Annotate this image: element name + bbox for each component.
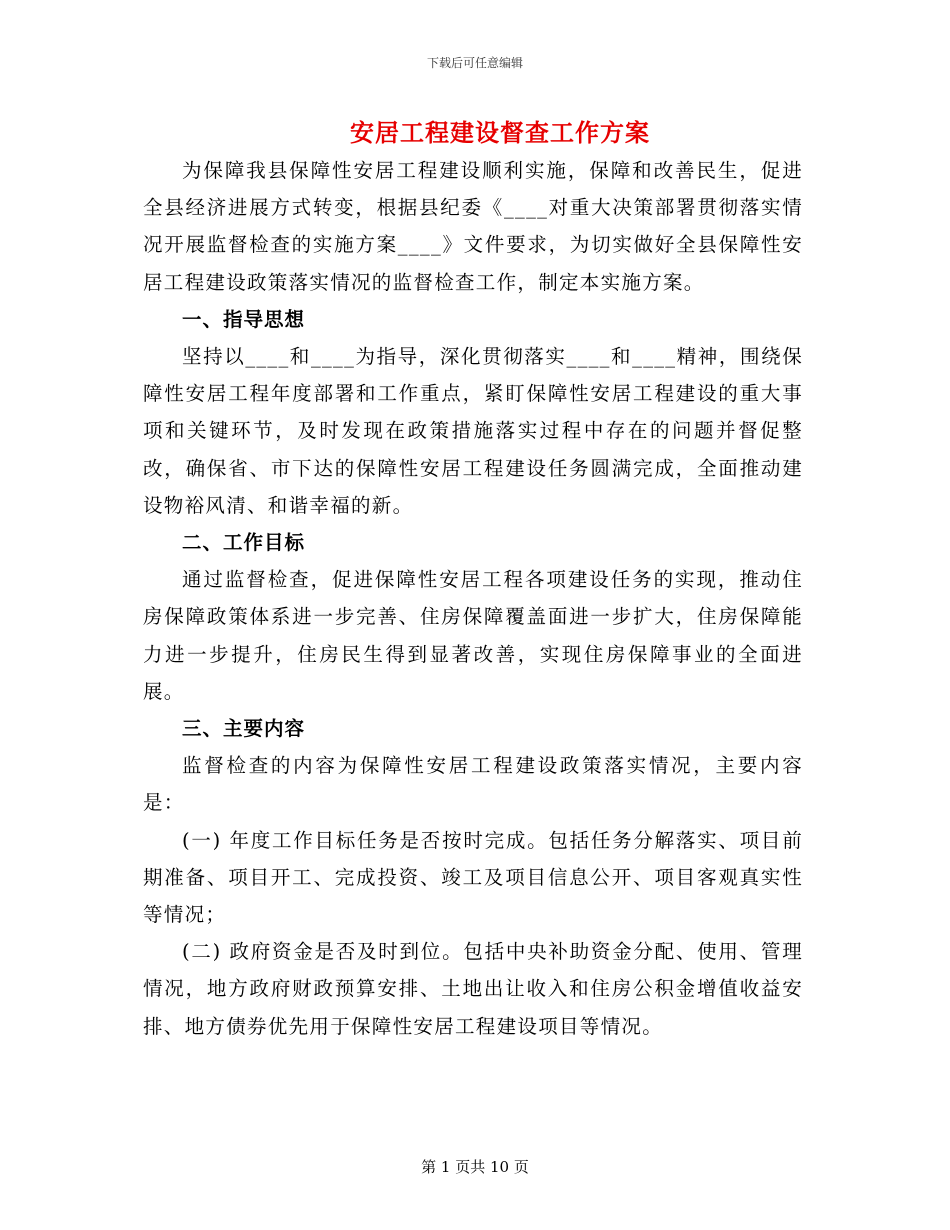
section-body-main-content: 监督检查的内容为保障性安居工程建设政策落实情况，主要内容是： xyxy=(143,754,803,815)
section-body-guiding-ideology: 坚持以____和____为指导，深化贯彻落实____和____精神，围绕保障性安居工程年度部署和工作重点，紧盯保障性安居工程建设的重大事项和关键环节，及时发现在政策措施落实过程中存在的问题并督促整改，确保省、市下达的保障性安居工程建设任务圆满完成，全面推动建设物裕风清、和谐幸福的新。 xyxy=(143,345,803,517)
section-body-work-goals: 通过监督检查，促进保障性安居工程各项建设任务的实现，推动住房保障政策体系进一步完善、住房保障覆盖面进一步扩大，住房保障能力进一步提升，住房民生得到显著改善，实现住房保障事业的全面进展。 xyxy=(143,568,803,703)
header-note: 下载后可任意编辑 xyxy=(426,56,523,70)
intro-paragraph: 为保障我县保障性安居工程建设顺利实施，保障和改善民生，促进全县经济进展方式转变，根据县纪委《____对重大决策部署贯彻落实情况开展监督检查的实施方案____》文件要求，为切实做好全县保障性安居工程建设政策落实情况的监督检查工作，制定本实施方案。 xyxy=(143,159,803,294)
document-body xyxy=(143,152,803,1045)
section-heading-work-goals: 二、工作目标 xyxy=(182,531,306,555)
list-item-annual-targets: (一) 年度工作目标任务是否按时完成。包括任务分解落实、项目前期准备、项目开工、完成投资、竣工及项目信息公开、项目客观真实性等情况； xyxy=(143,828,803,927)
document-title: 安居工程建设督查工作方案 xyxy=(350,118,650,147)
section-heading-main-content: 三、主要内容 xyxy=(182,717,306,741)
list-item-government-funds: (二) 政府资金是否及时到位。包括中央补助资金分配、使用、管理情况，地方政府财政预算安排、土地出让收入和住房公积金增值收益安排、地方债券优先用于保障性安居工程建设项目等情况。 xyxy=(143,940,803,1038)
page-number: 第 1 页共 10 页 xyxy=(421,1158,529,1176)
section-heading-guiding-ideology: 一、指导思想 xyxy=(182,307,306,331)
